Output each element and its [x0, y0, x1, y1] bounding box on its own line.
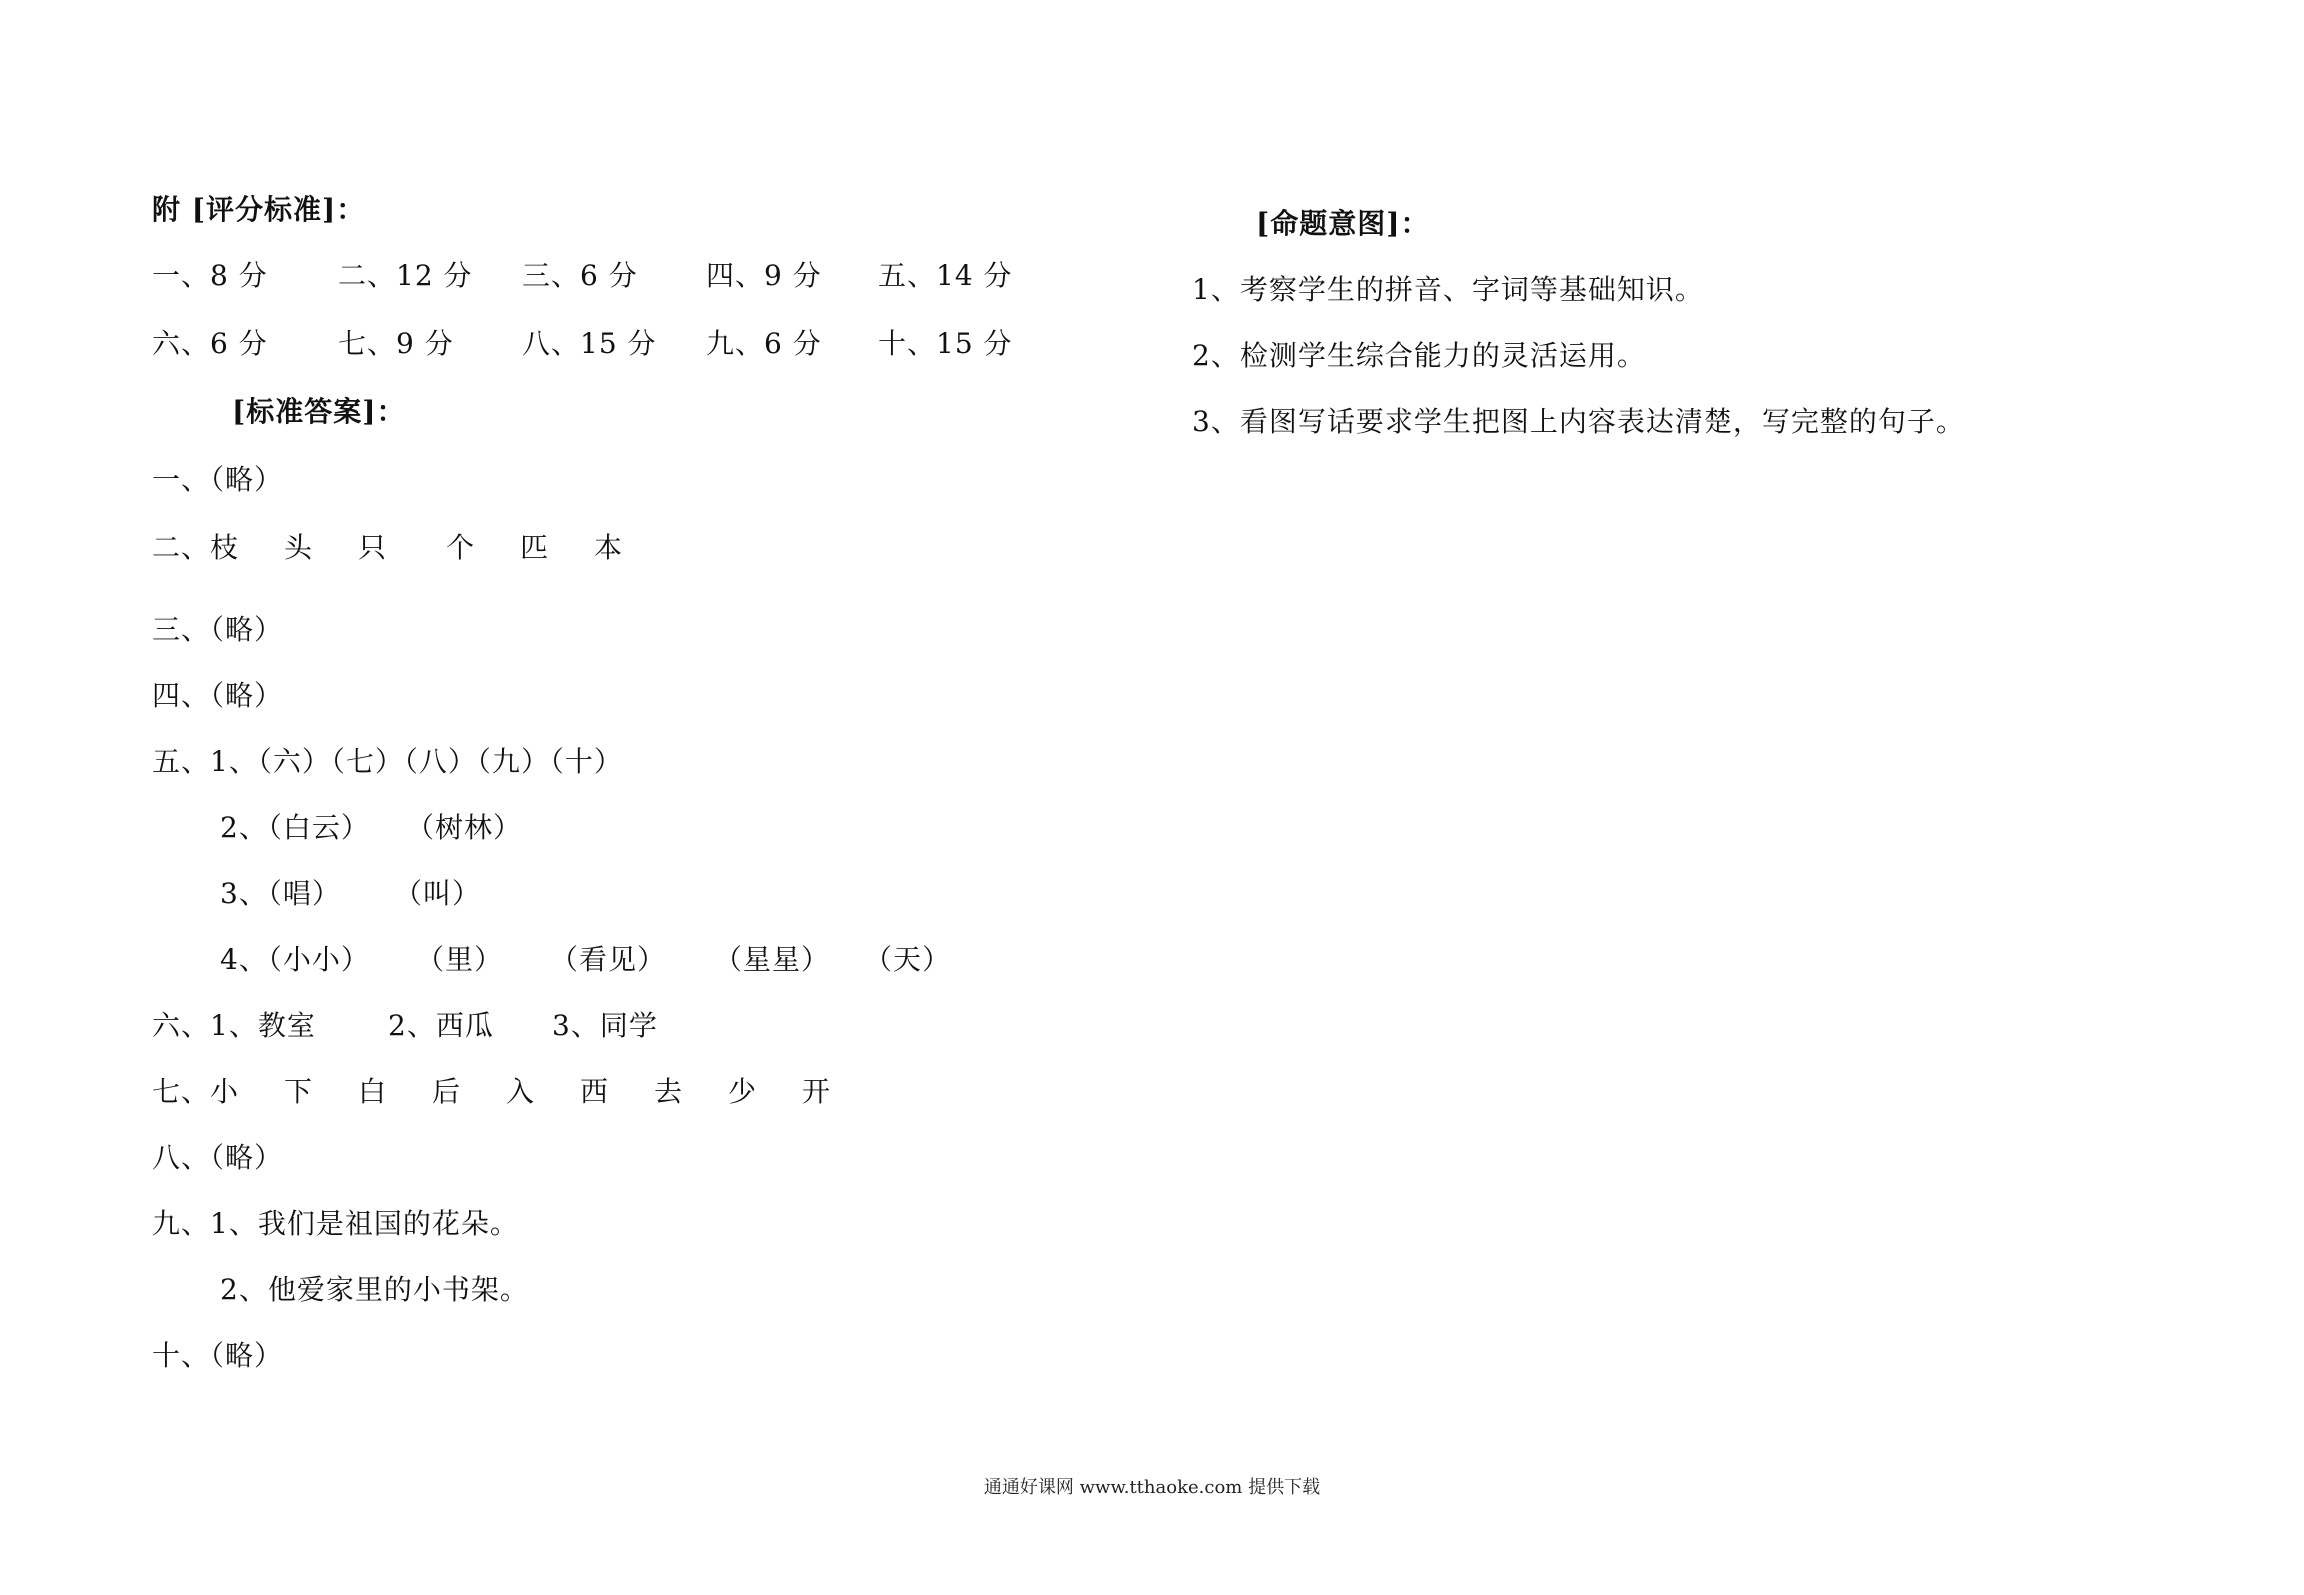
answer-q6: 六、1、教室 — [152, 1009, 316, 1042]
answer-q6: 2、西瓜 — [388, 1009, 494, 1042]
score-item: 三、6 分 — [522, 259, 638, 292]
score-item: 六、6 分 — [152, 327, 268, 360]
answer-q10: 十、（略） — [152, 1339, 284, 1372]
answer-q3: 三、（略） — [152, 613, 284, 646]
answer-q7-word: 少 — [728, 1075, 758, 1108]
answer-q5-3: （叫） — [394, 877, 482, 910]
score-item: 九、6 分 — [706, 327, 822, 360]
answer-q7-word: 去 — [654, 1075, 684, 1108]
answer-q7-word: 西 — [580, 1075, 610, 1108]
answer-q5-1: 五、1、（六）（七）（八）（九）（十） — [152, 745, 623, 778]
answer-q6: 3、同学 — [552, 1009, 658, 1042]
score-item: 八、15 分 — [522, 327, 657, 360]
intent-item: 1、考察学生的拼音、字词等基础知识。 — [1192, 273, 1704, 306]
answer-q9-2: 2、他爱家里的小书架。 — [220, 1273, 529, 1306]
answer-q5-4: 4、（小小） — [220, 943, 370, 976]
page-footer: 通通好课网 www.tthaoke.com 提供下载 — [983, 1477, 1321, 1498]
answer-q7-word: 开 — [802, 1075, 832, 1108]
answer-q5-4: （里） — [416, 943, 504, 976]
answer-q8: 八、（略） — [152, 1141, 284, 1174]
answer-q2-word: 匹 — [520, 531, 550, 564]
answer-q4: 四、（略） — [152, 679, 284, 712]
answer-q7-word: 后 — [432, 1075, 462, 1108]
answer-q5-2: 2、（白云） — [220, 811, 370, 844]
answer-q7-word: 小 — [210, 1075, 240, 1108]
answer-q5-4: （看见） — [550, 943, 667, 976]
answer-q2-prefix: 二、 — [152, 531, 211, 564]
scoring-heading: 附 [评分标准]： — [152, 193, 366, 226]
answer-q9-1: 九、1、我们是祖国的花朵。 — [152, 1207, 519, 1240]
answer-q5-4: （星星） — [714, 943, 831, 976]
answer-q7-prefix: 七、 — [152, 1075, 211, 1108]
score-item: 四、9 分 — [706, 259, 822, 292]
answer-q5-4: （天） — [864, 943, 952, 976]
answer-q2-word: 个 — [446, 531, 476, 564]
answer-q7-word: 下 — [284, 1075, 314, 1108]
answer-q2-word: 头 — [284, 531, 314, 564]
answer-q1: 一、（略） — [152, 463, 284, 496]
score-item: 二、12 分 — [338, 259, 473, 292]
score-item: 一、8 分 — [152, 259, 268, 292]
intent-item: 3、看图写话要求学生把图上内容表达清楚，写完整的句子。 — [1192, 405, 1965, 438]
answer-q2-word: 本 — [594, 531, 624, 564]
score-item: 十、15 分 — [878, 327, 1013, 360]
answer-q2-word: 枝 — [210, 531, 240, 564]
intent-item: 2、检测学生综合能力的灵活运用。 — [1192, 339, 1646, 372]
answer-q7-word: 入 — [506, 1075, 536, 1108]
answers-heading: [标准答案]： — [232, 395, 406, 428]
answer-q2-word: 只 — [358, 531, 388, 564]
answer-q7-word: 白 — [358, 1075, 388, 1108]
answer-q5-2: （树林） — [406, 811, 523, 844]
answer-q5-3: 3、（唱） — [220, 877, 341, 910]
score-item: 五、14 分 — [878, 259, 1013, 292]
intent-heading: [命题意图]： — [1256, 207, 1430, 240]
score-item: 七、9 分 — [338, 327, 454, 360]
